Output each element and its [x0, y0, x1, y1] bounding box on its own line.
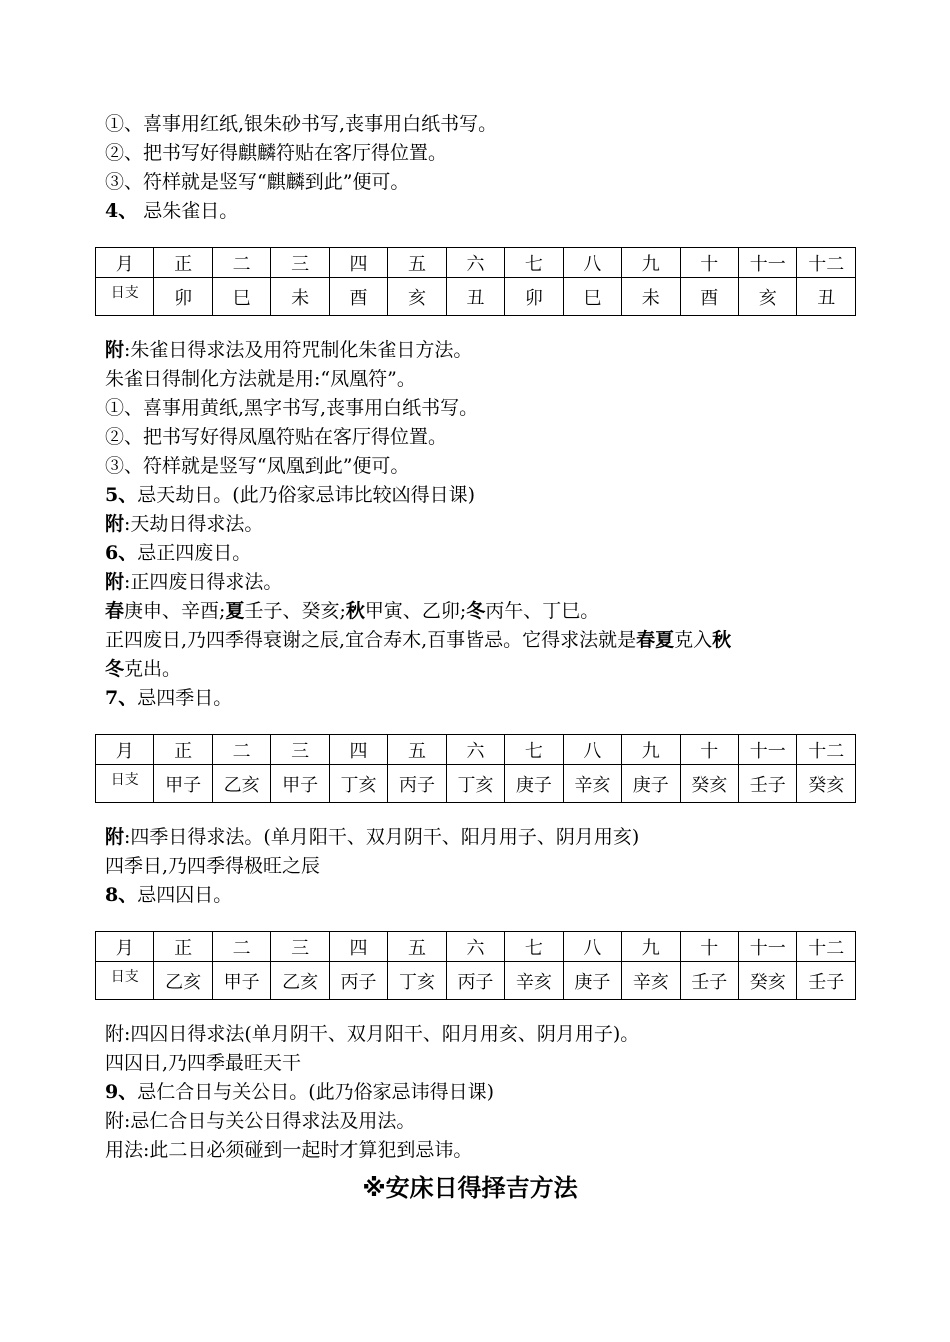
paragraph	[105, 626, 865, 684]
paragraph-text: 克出。	[124, 658, 182, 680]
text-line: 朱雀日得制化方法就是用:“凤凰符”。	[105, 368, 416, 390]
section-title: 忌朱雀日。	[143, 200, 239, 222]
step-line: ①、喜事用黄纸,黑字书写,丧事用白纸书写。	[105, 397, 479, 419]
note-marker: 附	[105, 826, 125, 848]
table-cell: 甲子	[271, 765, 329, 803]
chapter-heading: ※安床日得择吉方法	[362, 1174, 578, 1202]
table-header-cell: 月	[96, 932, 154, 962]
note-line: 附:忌仁合日与关公日得求法及用法。	[105, 1110, 416, 1132]
step-line: ③、符样就是竖写“麒麟到此”便可。	[105, 171, 410, 193]
paragraph-text: 克入	[674, 629, 713, 651]
table-cell: 庚子	[505, 765, 563, 803]
table-header-cell: 六	[446, 248, 504, 278]
note-line: 附:四囚日得求法(单月阴干、双月阳干、阳月用亥、阴月用子)。	[105, 1023, 640, 1045]
table-header-cell: 十一	[738, 932, 796, 962]
row-label: 日支	[96, 765, 154, 803]
row-label: 日支	[96, 278, 154, 316]
table-header-cell: 十一	[738, 735, 796, 765]
table-header-cell: 十	[680, 248, 738, 278]
section-title: 忌四季日。	[137, 687, 233, 709]
table-header-cell: 二	[212, 248, 270, 278]
table-header-cell: 五	[388, 735, 446, 765]
section-title: 忌天劫日。(此乃俗家忌讳比较凶得日课)	[137, 484, 476, 506]
month-row	[96, 735, 856, 765]
section-6-heading	[105, 539, 865, 568]
section-7-heading	[105, 684, 865, 713]
table-cell: 乙亥	[212, 765, 270, 803]
table-header-cell: 四	[329, 248, 387, 278]
emphasis: 秋	[712, 629, 732, 651]
section-8-heading	[105, 881, 865, 910]
table-cell: 亥	[388, 278, 446, 316]
emphasis: 冬	[105, 658, 125, 680]
day-stem-branch-row	[96, 765, 856, 803]
zhuque-day-table	[95, 247, 856, 316]
table-header-cell: 十二	[797, 932, 856, 962]
note-marker: 附	[105, 513, 125, 535]
table-header-cell: 六	[446, 932, 504, 962]
note-line	[105, 336, 865, 365]
table-cell: 庚子	[622, 765, 680, 803]
step-line: ②、把书写好得麒麟符贴在客厅得位置。	[105, 142, 448, 164]
table-cell: 壬子	[797, 962, 856, 1000]
table-cell: 丑	[446, 278, 504, 316]
note-text: :四季日得求法。(单月阳干、双月阴干、阳月用子、阴月用亥)	[124, 826, 640, 848]
day-branch-row	[96, 278, 856, 316]
season-label: 春	[105, 600, 125, 622]
table-header-cell: 八	[563, 932, 621, 962]
section-number: 4、	[105, 200, 138, 222]
siji-day-table	[95, 734, 856, 803]
table-header-cell: 五	[388, 248, 446, 278]
table-cell: 壬子	[738, 765, 796, 803]
table-header-cell: 五	[388, 932, 446, 962]
note-text: :朱雀日得求法及用符咒制化朱雀日方法。	[124, 339, 473, 361]
paragraph-text: 正四废日,乃四季得衰谢之辰,宜合寿木,百事皆忌。它得求法就是	[105, 629, 637, 651]
section-5-heading	[105, 481, 865, 510]
table-header-cell: 月	[96, 735, 154, 765]
table-header-cell: 六	[446, 735, 504, 765]
table-cell: 丁亥	[388, 962, 446, 1000]
section-4-heading	[105, 197, 865, 226]
table-header-cell: 正	[154, 735, 212, 765]
table-cell: 癸亥	[738, 962, 796, 1000]
table-header-cell: 七	[505, 932, 563, 962]
emphasis: 春夏	[636, 629, 675, 651]
season-text: 壬子、癸亥;	[244, 600, 346, 622]
section-number: 9、	[105, 1081, 138, 1103]
table-cell: 庚子	[563, 962, 621, 1000]
table-header-cell: 九	[622, 248, 680, 278]
table-header-cell: 四	[329, 932, 387, 962]
table-header-cell: 二	[212, 735, 270, 765]
table-cell: 卯	[154, 278, 212, 316]
step-line: ①、喜事用红纸,银朱砂书写,丧事用白纸书写。	[105, 113, 498, 135]
note-line	[105, 568, 865, 597]
table-header-cell: 八	[563, 248, 621, 278]
table-cell: 癸亥	[680, 765, 738, 803]
table-cell: 未	[622, 278, 680, 316]
table-cell: 丙子	[446, 962, 504, 1000]
table-header-cell: 十二	[797, 735, 856, 765]
table-cell: 甲子	[154, 765, 212, 803]
note-marker: 附	[105, 571, 125, 593]
section-title: 忌仁合日与关公日。(此乃俗家忌讳得日课)	[137, 1081, 495, 1103]
table-cell: 丑	[797, 278, 856, 316]
table-cell: 卯	[505, 278, 563, 316]
table-header-cell: 十一	[738, 248, 796, 278]
table-header-cell: 二	[212, 932, 270, 962]
table-header-cell: 八	[563, 735, 621, 765]
table-cell: 酉	[680, 278, 738, 316]
table-header-cell: 十	[680, 932, 738, 962]
table-header-cell: 三	[271, 735, 329, 765]
season-text: 甲寅、乙卯;	[364, 600, 467, 622]
note-marker: 附	[105, 339, 125, 361]
table-cell: 乙亥	[271, 962, 329, 1000]
season-line	[105, 597, 865, 626]
table-header-cell: 四	[329, 735, 387, 765]
table-cell: 丁亥	[329, 765, 387, 803]
section-number: 8、	[105, 884, 138, 906]
day-stem-branch-row	[96, 962, 856, 1000]
table-header-cell: 九	[622, 932, 680, 962]
table-cell: 未	[271, 278, 329, 316]
table-header-cell: 七	[505, 248, 563, 278]
section-title: 忌四囚日。	[137, 884, 233, 906]
text-line: 四季日,乃四季得极旺之辰	[105, 855, 321, 877]
table-cell: 巳	[212, 278, 270, 316]
table-cell: 辛亥	[505, 962, 563, 1000]
table-cell: 丙子	[388, 765, 446, 803]
table-header-cell: 三	[271, 248, 329, 278]
table-header-cell: 月	[96, 248, 154, 278]
table-header-cell: 十	[680, 735, 738, 765]
step-line: ③、符样就是竖写“凤凰到此”便可。	[105, 455, 410, 477]
section-9-heading	[105, 1078, 865, 1107]
table-cell: 丙子	[329, 962, 387, 1000]
section-number: 7、	[105, 687, 138, 709]
month-row	[96, 932, 856, 962]
table-cell: 甲子	[212, 962, 270, 1000]
table-cell: 辛亥	[563, 765, 621, 803]
table-header-cell: 十二	[797, 248, 856, 278]
note-text: :正四废日得求法。	[124, 571, 283, 593]
table-cell: 癸亥	[797, 765, 856, 803]
table-cell: 巳	[563, 278, 621, 316]
table-cell: 乙亥	[154, 962, 212, 1000]
section-number: 5、	[105, 484, 138, 506]
step-line: ②、把书写好得凤凰符贴在客厅得位置。	[105, 426, 448, 448]
siqiu-day-table	[95, 931, 856, 1000]
table-cell: 亥	[738, 278, 796, 316]
season-label: 冬	[466, 600, 486, 622]
month-row	[96, 248, 856, 278]
section-number: 6、	[105, 542, 138, 564]
table-cell: 辛亥	[622, 962, 680, 1000]
row-label: 日支	[96, 962, 154, 1000]
season-text: 丙午、丁巳。	[485, 600, 600, 622]
table-header-cell: 三	[271, 932, 329, 962]
text-line: 用法:此二日必须碰到一起时才算犯到忌讳。	[105, 1139, 473, 1161]
table-cell: 丁亥	[446, 765, 504, 803]
note-line	[105, 510, 865, 539]
text-line: 四囚日,乃四季最旺天干	[105, 1052, 302, 1074]
season-text: 庚申、辛酉;	[124, 600, 226, 622]
season-label: 夏	[225, 600, 245, 622]
note-text: :天劫日得求法。	[124, 513, 264, 535]
table-cell: 壬子	[680, 962, 738, 1000]
document-page	[105, 110, 865, 1203]
table-header-cell: 九	[622, 735, 680, 765]
table-header-cell: 正	[154, 248, 212, 278]
note-line	[105, 823, 865, 852]
table-header-cell: 正	[154, 932, 212, 962]
season-label: 秋	[345, 600, 365, 622]
section-title: 忌正四废日。	[137, 542, 252, 564]
table-cell: 酉	[329, 278, 387, 316]
table-header-cell: 七	[505, 735, 563, 765]
